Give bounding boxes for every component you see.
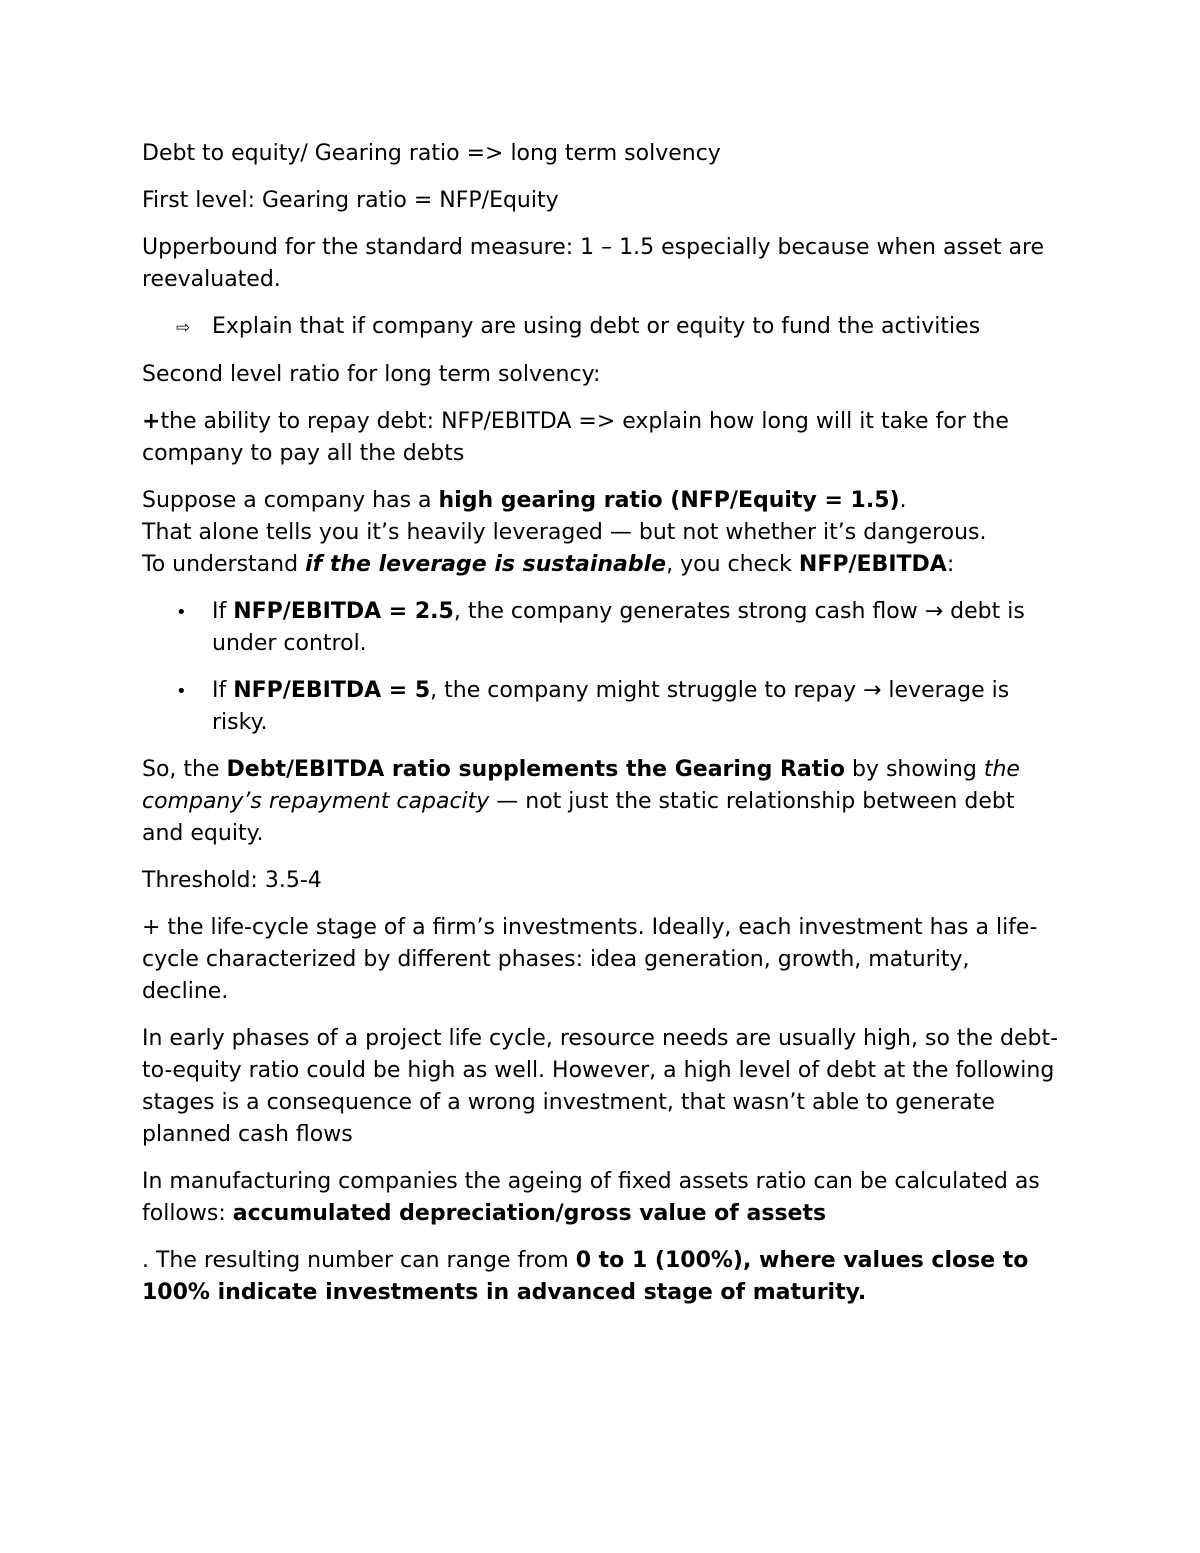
paragraph-early-phases: In early phases of a project life cycle, resource needs are usually high, so the debt-to-equity ratio could be high as well. However, a high level of debt at the following stages is a consequence of a wrong investment, that wasn’t able to generate planned cash flows <box>142 1026 1059 1147</box>
paragraph-second-level: Second level ratio for long term solvency: <box>142 362 601 387</box>
arrow-right-icon: ⇨ <box>176 318 191 338</box>
bullet-text-a: If <box>212 599 234 624</box>
arrow-list-item-text: Explain that if company are using debt or equity to fund the activities <box>212 314 981 339</box>
manufacturing-text: In manufacturing companies the ageing of fixed assets ratio can be calculated as follows: <box>142 1169 1040 1226</box>
suppose-text-a: Suppose a company has a <box>142 488 439 513</box>
list-item-text <box>212 675 1062 739</box>
ability-to-repay-text: the ability to repay debt: NFP/EBITDA => explain how long will it take for the company to pay all the debts <box>142 409 1009 466</box>
paragraph-life-cycle: + the life-cycle stage of a firm’s investments. Ideally, each investment has a life-cycle characterized by different phases: idea generation, growth, maturity, decline. <box>142 915 1038 1004</box>
resulting-number-text: . The resulting number can range from <box>142 1248 576 1273</box>
paragraph-resulting-number <box>142 1245 1062 1309</box>
list-item <box>176 596 1062 660</box>
supplements-text-a: So, the <box>142 757 227 782</box>
bullet-text-c: , the company might struggle to repay → leverage is risky. <box>212 678 1010 735</box>
arrow-list-item <box>176 311 1062 344</box>
paragraph-title: Debt to equity/ Gearing ratio => long term solvency <box>142 141 721 166</box>
paragraph-manufacturing <box>142 1166 1062 1230</box>
suppose-text-bold: high gearing ratio (NFP/Equity = 1.5) <box>438 488 900 513</box>
suppose-text-period: . <box>899 488 907 513</box>
list-item-text <box>212 596 1062 660</box>
paragraph-supplements <box>142 754 1062 850</box>
bullet-text-bold: NFP/EBITDA = 2.5 <box>233 599 454 624</box>
manufacturing-formula: accumulated depreciation/gross value of assets <box>232 1201 827 1226</box>
resulting-number-bold: 0 to 1 (100%), where values close to 100% indicate investments in advanced stage of maturity. <box>142 1248 1029 1305</box>
paragraph-ability-to-repay <box>142 406 1062 470</box>
supplements-text-c: by showing <box>844 757 984 782</box>
suppose-text-nfp-ebitda: NFP/EBITDA <box>798 552 947 577</box>
plus-sign: + <box>142 409 161 434</box>
supplements-text-bold: Debt/EBITDA ratio supplements the Gearing Ratio <box>226 757 845 782</box>
supplements-text-italic: the company’s repayment capacity <box>142 757 1020 814</box>
supplements-text-e: — not just the static relationship between debt and equity. <box>142 789 1015 846</box>
paragraph-upperbound: Upperbound for the standard measure: 1 – 1.5 especially because when asset are reevaluated. <box>142 235 1045 292</box>
bullet-text-c: , the company generates strong cash flow → debt is under control. <box>212 599 1025 656</box>
bullet-icon: • <box>176 681 187 702</box>
suppose-text-alone: That alone tells you it’s heavily leveraged — but not whether it’s dangerous. <box>142 520 987 545</box>
suppose-text-check: , you check <box>666 552 799 577</box>
suppose-text-understand: To understand <box>142 552 306 577</box>
list-item <box>176 675 1062 739</box>
bullet-text-a: If <box>212 678 234 703</box>
suppose-text-colon: : <box>946 552 955 577</box>
suppose-text-sustainable: if the leverage is sustainable <box>305 552 667 577</box>
paragraph-first-level: First level: Gearing ratio = NFP/Equity <box>142 188 559 213</box>
bullet-text-bold: NFP/EBITDA = 5 <box>233 678 431 703</box>
bullet-icon: • <box>176 602 187 623</box>
paragraph-suppose <box>142 485 1062 581</box>
document-page <box>142 138 1062 1324</box>
paragraph-threshold: Threshold: 3.5-4 <box>142 868 322 893</box>
